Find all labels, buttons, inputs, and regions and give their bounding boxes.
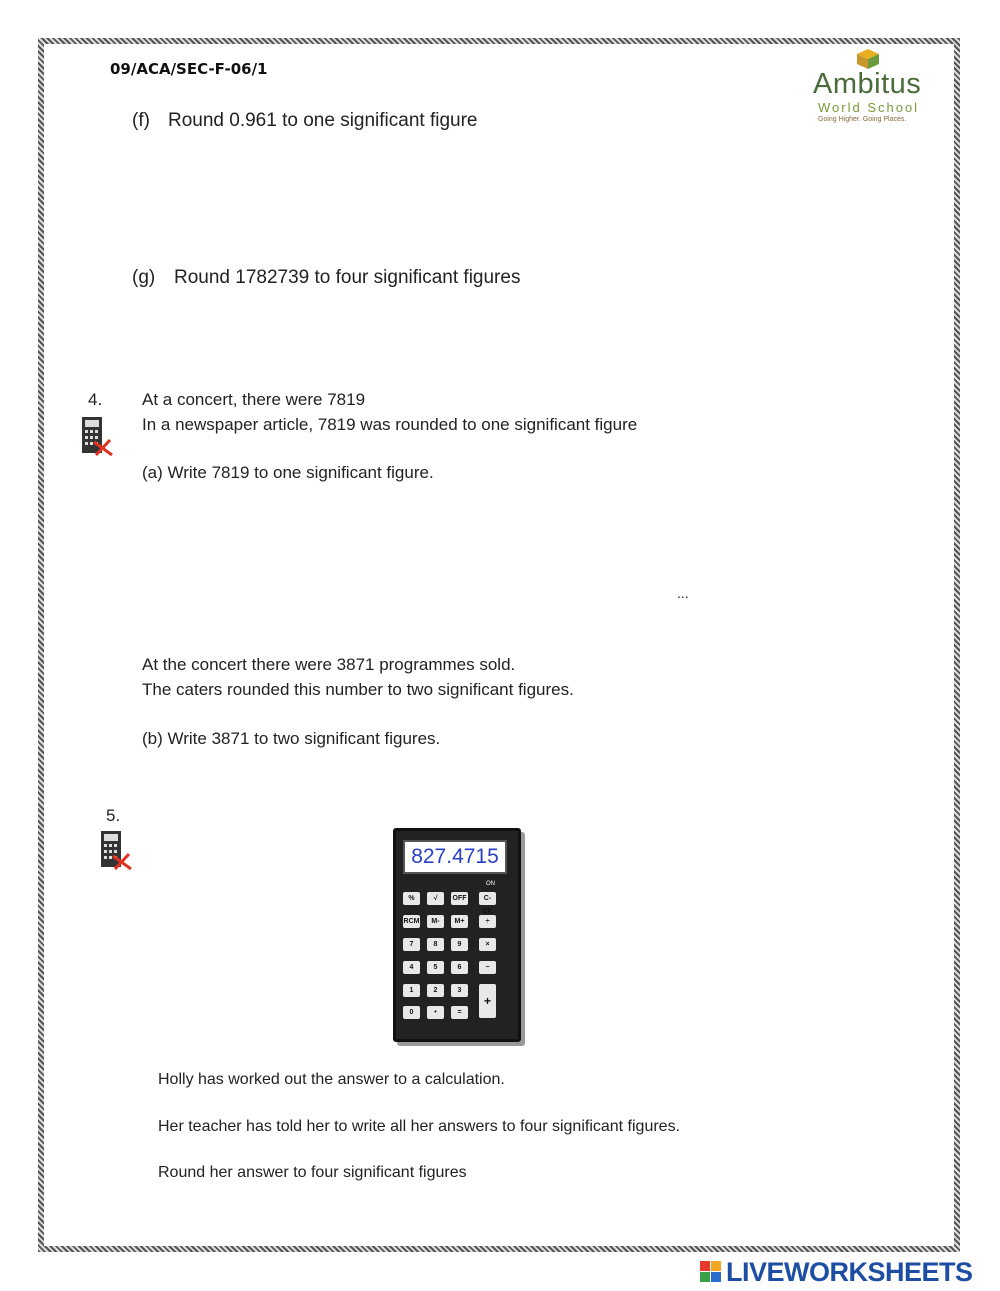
- calculator-on-label: ON: [486, 881, 495, 887]
- calculator-key: M+: [451, 915, 468, 928]
- calculator-key: M-: [427, 915, 444, 928]
- calculator-key: 6: [451, 961, 468, 974]
- question-4-number: 4.: [88, 390, 103, 409]
- calculator-key: C-CE: [479, 892, 496, 905]
- calculator-display: 827.4715: [403, 840, 507, 874]
- calculator-key: %: [403, 892, 420, 905]
- calculator-key: =: [451, 1006, 468, 1019]
- calculator-key: ×: [479, 938, 496, 951]
- logo-name: Ambitus: [813, 68, 922, 100]
- no-calculator-icon: [80, 416, 114, 456]
- logo-tagline: Going Higher. Going Places.: [818, 116, 907, 123]
- question-g-text: Round 1782739 to four significant figures: [174, 267, 521, 288]
- calculator-key: 4: [403, 961, 420, 974]
- logo-cube-icon: [855, 48, 881, 70]
- calculator-key: 3: [451, 984, 468, 997]
- question-f-label: (f): [132, 110, 150, 131]
- document-code: 09/ACA/SEC-F-06/1: [110, 60, 268, 78]
- calculator-key: •: [427, 1006, 444, 1019]
- calculator-key: RCM: [403, 915, 420, 928]
- liveworksheets-logo-icon: [700, 1261, 722, 1283]
- calculator-key: 5: [427, 961, 444, 974]
- question-4-line2: In a newspaper article, 7819 was rounded to one significant figure: [142, 415, 638, 434]
- calculator-key: OFF: [451, 892, 468, 905]
- calculator-key: 1: [403, 984, 420, 997]
- question-4-line1: At a concert, there were 7819: [142, 390, 366, 409]
- liveworksheets-text: LIVEWORKSHEETS: [726, 1257, 973, 1287]
- calculator-image: [393, 828, 521, 1042]
- question-g-label: (g): [132, 267, 156, 288]
- question-4b-text: (b) Write 3871 to two significant figures.: [142, 729, 441, 748]
- question-5-number: 5.: [106, 806, 121, 825]
- calculator-key: √: [427, 892, 444, 905]
- page-border: [38, 38, 960, 1252]
- calculator-key: ÷: [479, 915, 496, 928]
- calculator-key: 8: [427, 938, 444, 951]
- question-4-line3: At the concert there were 3871 programmes sold.: [142, 655, 516, 674]
- question-4-line4: The caters rounded this number to two significant figures.: [142, 680, 574, 699]
- question-5-line3: Round her answer to four significant figures: [158, 1164, 467, 1181]
- question-f-text: Round 0.961 to one significant figure: [168, 110, 478, 131]
- calculator-key: 0: [403, 1006, 420, 1019]
- calculator-key: −: [479, 961, 496, 974]
- calculator-key: 9: [451, 938, 468, 951]
- question-5-line1: Holly has worked out the answer to a calculation.: [158, 1071, 505, 1088]
- answer-dots: ...: [677, 585, 689, 601]
- question-5-line2: Her teacher has told her to write all her answers to four significant figures.: [158, 1118, 681, 1135]
- school-logo: [810, 48, 940, 128]
- calculator-key: +: [479, 984, 496, 1018]
- calculator-key: 2: [427, 984, 444, 997]
- question-4a-text: (a) Write 7819 to one significant figure.: [142, 463, 434, 482]
- logo-subtitle: World School: [818, 100, 920, 115]
- calculator-key: 7: [403, 938, 420, 951]
- no-calculator-icon: [99, 830, 133, 870]
